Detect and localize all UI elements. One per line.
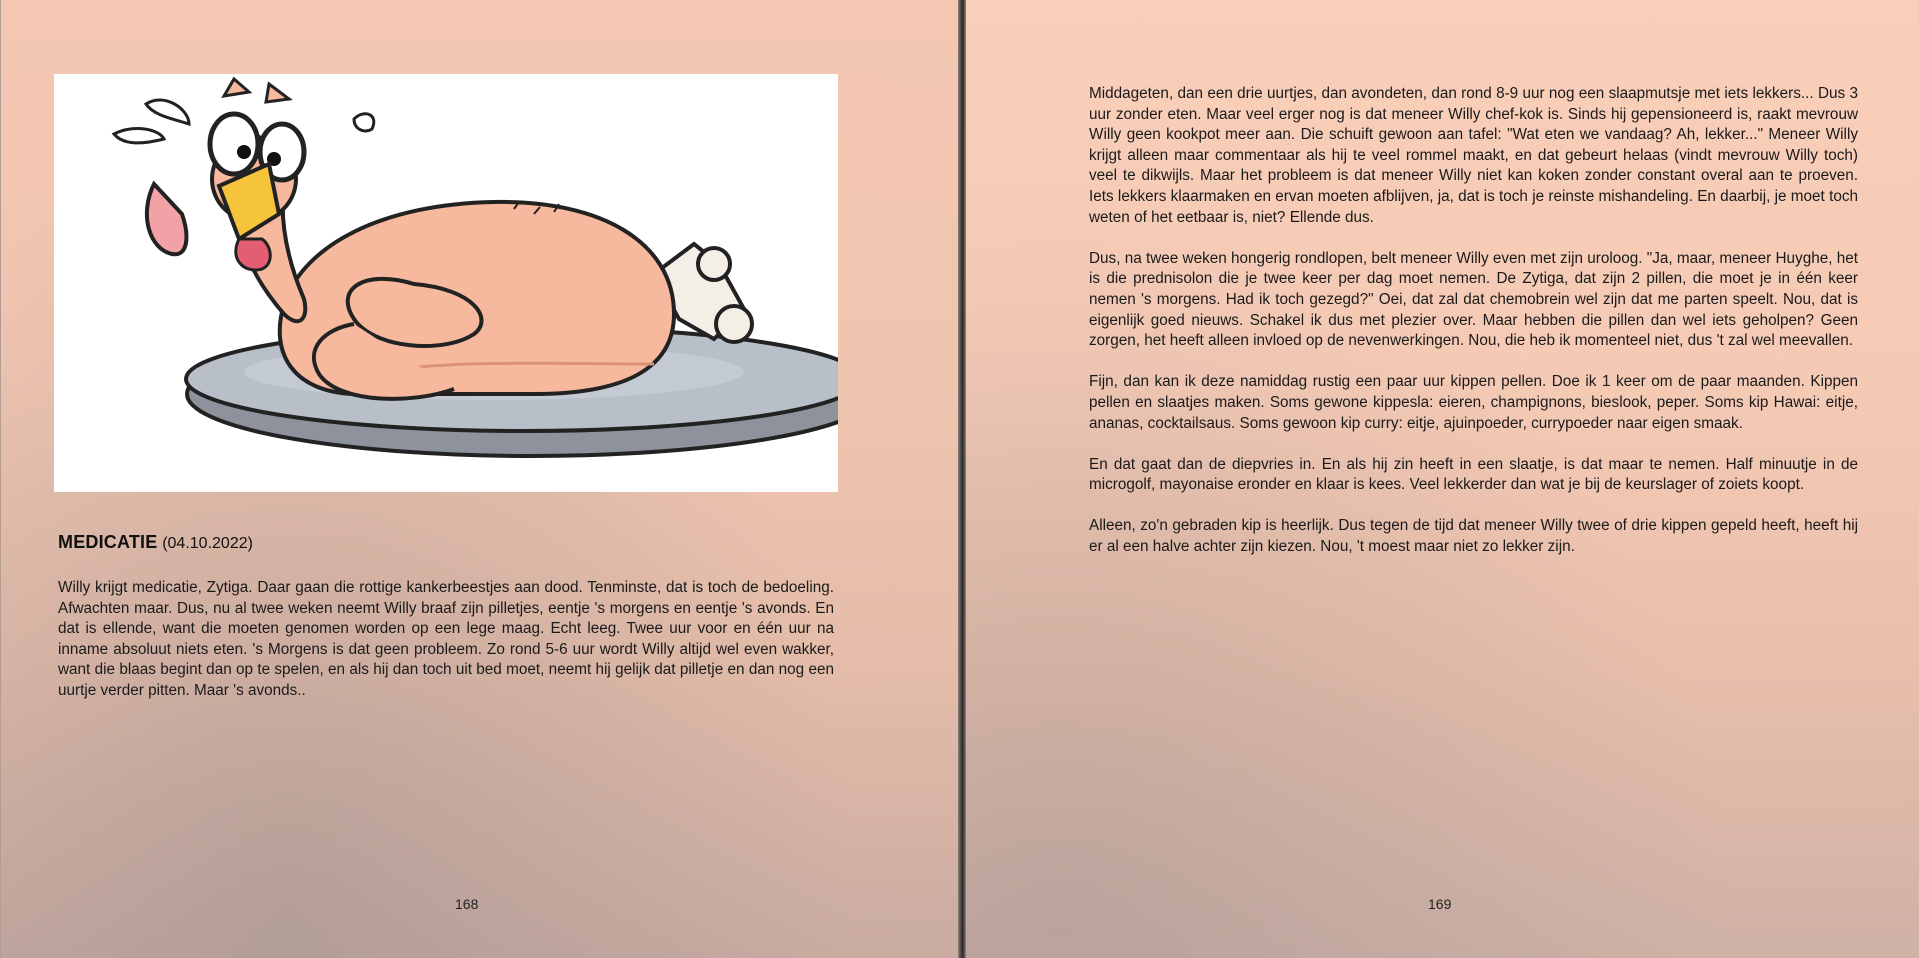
paragraph: Dus, na twee weken hongerig rondlopen, belt meneer Willy even met zijn uroloog. "Ja, maar, meneer Huyghe, het is die prednisolon die je twee keer per dag moet nemen. De Zytiga, dat zijn 2 pillen, die moet je in één keer nemen 's morgens. Had ik toch gezegd?" Oei, dat zal dat chemobrein wel zijn dat me parten speelt. Nou, dat is eigenlijk goed nieuws. Schakel ik dus met plezier over. Maar hebben die pillen dan wel iets geholpen? Geen zorgen, het heeft alleen invloed op de nevenwerkingen. Nou, die heb ik momenteel niet, dus 't zal wel meevallen. <box>1089 249 1858 350</box>
heading-date: (04.10.2022) <box>162 535 253 552</box>
page-number-left: 168 <box>455 896 479 912</box>
paragraph: Alleen, zo'n gebraden kip is heerlijk. Dus tegen de tijd dat meneer Willy twee of drie kippen gepeld heeft, heeft hij er al een halve achter zijn kiezen. Nou, 't moest maar niet zo lekker zijn. <box>1089 517 1858 556</box>
paragraph: Fijn, dan kan ik deze namiddag rustig een paar uur kippen pellen. Doe ik 1 keer om de paar maanden. Kippen pellen en slaatjes maken. Soms gewone kippesla: eieren, champignons, bieslook, peper. Soms kip Hawai: eitje, ananas, cocktailsaus. Soms gewoon kip curry: eitje, ajuinpoeder, currypoeder naar eigen smaak. <box>1089 373 1858 432</box>
paragraph: Willy krijgt medicatie, Zytiga. Daar gaan die rottige kankerbeestjes aan dood. Tenminste, dat is toch de bedoeling. Afwachten maar. Dus, nu al twee weken neemt Willy braaf zijn pilletjes, eentje 's morgens en eentje 's avonds. En dat is ellende, want die moeten genomen worden op een lege maag. Echt leeg. Twee uur voor en één uur na inname absoluut niets eten. 's Morgens is dat geen probleem. Zo rond 5-6 uur wordt Willy altijd wel even wakker, want die blaas begint dan op te spelen, en als hij dan toch uit bed moet, neemt hij gelijk dat pilletje en dan nog een uurtje verder pitten. Maar 's avonds.. <box>58 579 834 699</box>
cartoon-chicken-illustration <box>54 74 838 492</box>
book-gutter <box>958 0 966 958</box>
right-page <box>966 0 1919 958</box>
paragraph: En dat gaat dan de diepvries in. En als hij zin heeft in een slaatje, is dat maar te nemen. Half minuutje in de microgolf, mayonaise eronder en klaar is kees. Veel lekkerder dan wat je bij de keurslager of zoiets koopt. <box>1089 455 1858 494</box>
section-heading <box>58 532 253 553</box>
heading-title: MEDICATIE <box>58 532 158 552</box>
right-page-body <box>1089 84 1858 578</box>
left-page-body <box>58 578 834 702</box>
paragraph: Middageten, dan een drie uurtjes, dan avondeten, dan rond 8-9 uur nog een slaapmutsje met iets lekkers... Dus 3 uur zonder eten. Maar veel erger nog is dat meneer Willy chef-kok is. Sinds hij gepensioneerd is, raakt mevrouw Willy geen kookpot meer aan. Die schuift gewoon aan tafel: "Wat eten we vandaag? Ah, lekker..." Meneer Willy krijgt alleen maar commentaar als hij te veel rommel maakt, en dat gebeurt helaas (vindt mevrouw Willy toch) veel te dikwijls. Maar het probleem is dat meneer Willy niet kan koken zonder constant overal aan te proeven. Iets lekkers klaarmaken en ervan moeten afblijven, ja, dat is toch je reinste mishandeling. En daarbij, je moet toch weten of het eetbaar is, niet? Ellende dus. <box>1089 85 1858 226</box>
roast-chicken-drawing <box>54 74 838 492</box>
left-page <box>0 0 958 958</box>
page-number-right: 169 <box>1428 896 1452 912</box>
